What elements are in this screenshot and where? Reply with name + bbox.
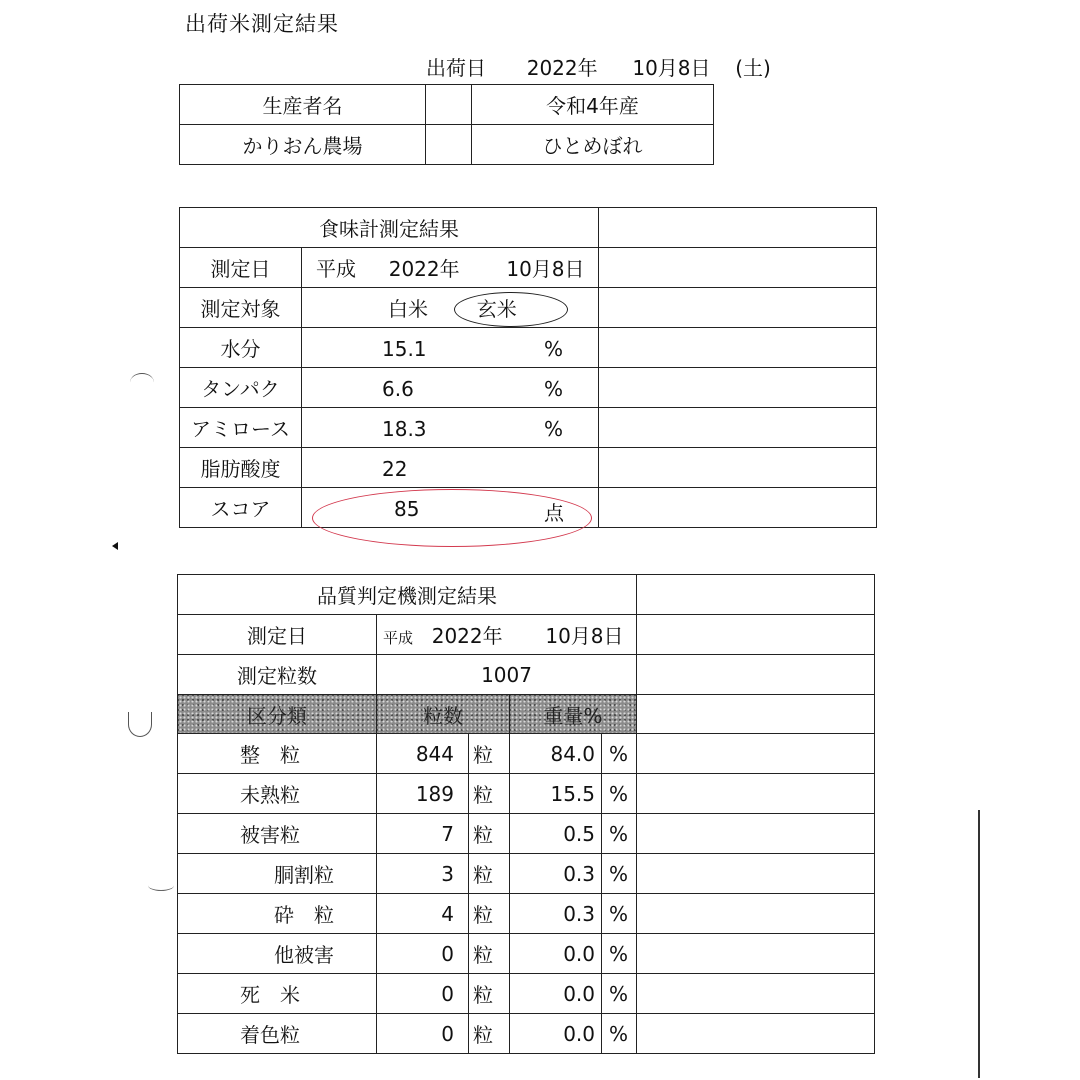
grain-unit: 粒 bbox=[469, 774, 510, 814]
taste-item-cell bbox=[302, 408, 599, 448]
quality-item-count: 7 bbox=[377, 814, 469, 854]
quality-item-weight: 0.0 bbox=[510, 934, 602, 974]
taste-item-label: スコア bbox=[180, 488, 302, 528]
grain-unit: 粒 bbox=[469, 894, 510, 934]
shipping-date-line bbox=[426, 52, 771, 81]
scan-margin-arrow bbox=[112, 542, 118, 550]
quality-item-label: 着色粒 bbox=[178, 1014, 377, 1054]
taste-item-unit: % bbox=[544, 337, 564, 361]
producer-name: かりおん農場 bbox=[180, 125, 426, 165]
quality-row bbox=[178, 934, 875, 974]
taste-date-year: 2022年 bbox=[388, 257, 460, 281]
blank-cell bbox=[599, 488, 877, 528]
taste-item-value: 15.1 bbox=[382, 337, 427, 361]
blank-cell bbox=[599, 408, 877, 448]
taste-row bbox=[180, 408, 877, 448]
taste-meter-table bbox=[179, 207, 877, 528]
document-title: 出荷米測定結果 bbox=[185, 12, 339, 36]
score-highlight-oval bbox=[312, 489, 592, 547]
quality-row bbox=[178, 894, 875, 934]
rice-variety: ひとめぼれ bbox=[472, 125, 714, 165]
quality-date-era: 平成 bbox=[383, 629, 414, 647]
scan-mark bbox=[148, 880, 174, 891]
scan-mark bbox=[128, 712, 152, 737]
taste-item-value: 22 bbox=[382, 457, 408, 481]
quality-item-count: 0 bbox=[377, 974, 469, 1014]
taste-table-title: 食味計測定結果 bbox=[180, 208, 599, 248]
quality-item-count: 189 bbox=[377, 774, 469, 814]
percent-unit: % bbox=[602, 734, 637, 774]
quality-date-md: 10月8日 bbox=[545, 624, 624, 648]
blank-cell bbox=[637, 974, 875, 1014]
blank-cell bbox=[637, 854, 875, 894]
taste-date-label: 測定日 bbox=[180, 248, 302, 288]
taste-item-cell bbox=[302, 368, 599, 408]
grain-count-value: 1007 bbox=[377, 655, 637, 695]
crop-year: 令和4年産 bbox=[472, 85, 714, 125]
blank-cell bbox=[426, 85, 472, 125]
quality-item-count: 844 bbox=[377, 734, 469, 774]
taste-item-label: 水分 bbox=[180, 328, 302, 368]
quality-item-label: 胴割粒 bbox=[178, 854, 377, 894]
taste-date-md: 10月8日 bbox=[506, 257, 585, 281]
quality-item-count: 4 bbox=[377, 894, 469, 934]
taste-row bbox=[180, 368, 877, 408]
blank-cell bbox=[637, 695, 875, 734]
taste-row bbox=[180, 448, 877, 488]
grain-count-label: 測定粒数 bbox=[178, 655, 377, 695]
grain-unit: 粒 bbox=[469, 1014, 510, 1054]
blank-cell bbox=[637, 934, 875, 974]
blank-cell bbox=[637, 734, 875, 774]
taste-item-label: タンパク bbox=[180, 368, 302, 408]
taste-item-unit: 点 bbox=[544, 501, 564, 525]
quality-item-weight: 15.5 bbox=[510, 774, 602, 814]
blank-cell bbox=[599, 208, 877, 248]
percent-unit: % bbox=[602, 934, 637, 974]
quality-date-label: 測定日 bbox=[178, 615, 377, 655]
producer-table bbox=[179, 84, 714, 165]
grain-unit: 粒 bbox=[469, 854, 510, 894]
percent-unit: % bbox=[602, 774, 637, 814]
header-category: 区分類 bbox=[178, 695, 377, 734]
blank-cell bbox=[637, 1014, 875, 1054]
taste-item-cell bbox=[302, 448, 599, 488]
blank-cell bbox=[637, 894, 875, 934]
taste-item-value: 85 bbox=[394, 497, 420, 521]
shipping-month-day: 10月8日 bbox=[632, 56, 711, 80]
shipping-date-label: 出荷日 bbox=[426, 56, 486, 80]
quality-item-weight: 0.3 bbox=[510, 854, 602, 894]
shipping-weekday: (土) bbox=[735, 56, 771, 80]
percent-unit: % bbox=[602, 854, 637, 894]
taste-item-label: アミロース bbox=[180, 408, 302, 448]
quality-row bbox=[178, 814, 875, 854]
blank-cell bbox=[599, 248, 877, 288]
quality-analyzer-table bbox=[177, 574, 875, 1054]
quality-item-count: 0 bbox=[377, 934, 469, 974]
blank-cell bbox=[599, 288, 877, 328]
scan-edge-line bbox=[978, 810, 980, 1078]
header-grain-count: 粒数 bbox=[377, 695, 510, 734]
scan-mark bbox=[130, 373, 154, 392]
quality-table-title: 品質判定機測定結果 bbox=[178, 575, 637, 615]
blank-cell bbox=[426, 125, 472, 165]
quality-row bbox=[178, 734, 875, 774]
taste-date-era: 平成 bbox=[316, 257, 356, 281]
quality-item-label: 整 粒 bbox=[178, 734, 377, 774]
percent-unit: % bbox=[602, 814, 637, 854]
quality-item-label: 死 米 bbox=[178, 974, 377, 1014]
taste-item-unit: % bbox=[544, 417, 564, 441]
taste-row bbox=[180, 328, 877, 368]
blank-cell bbox=[599, 368, 877, 408]
quality-item-label: 被害粒 bbox=[178, 814, 377, 854]
blank-cell bbox=[637, 655, 875, 695]
grain-unit: 粒 bbox=[469, 814, 510, 854]
quality-header-row bbox=[178, 695, 875, 734]
quality-item-label: 他被害 bbox=[178, 934, 377, 974]
blank-cell bbox=[599, 328, 877, 368]
producer-name-header: 生産者名 bbox=[180, 85, 426, 125]
grain-unit: 粒 bbox=[469, 974, 510, 1014]
quality-item-weight: 0.0 bbox=[510, 974, 602, 1014]
quality-row bbox=[178, 774, 875, 814]
quality-row bbox=[178, 974, 875, 1014]
quality-row bbox=[178, 1014, 875, 1054]
quality-item-count: 0 bbox=[377, 1014, 469, 1054]
quality-item-label: 砕 粒 bbox=[178, 894, 377, 934]
percent-unit: % bbox=[602, 974, 637, 1014]
blank-cell bbox=[637, 814, 875, 854]
blank-cell bbox=[637, 575, 875, 615]
quality-date-value bbox=[377, 615, 637, 655]
blank-cell bbox=[599, 448, 877, 488]
quality-item-weight: 0.0 bbox=[510, 1014, 602, 1054]
quality-item-weight: 0.5 bbox=[510, 814, 602, 854]
quality-item-weight: 0.3 bbox=[510, 894, 602, 934]
taste-item-value: 6.6 bbox=[382, 377, 414, 401]
target-brown-rice: 玄米 bbox=[476, 297, 517, 321]
target-white-rice: 白米 bbox=[388, 297, 428, 321]
taste-item-unit: % bbox=[544, 377, 564, 401]
taste-item-value: 18.3 bbox=[382, 417, 427, 441]
taste-item-cell bbox=[302, 328, 599, 368]
quality-item-count: 3 bbox=[377, 854, 469, 894]
shipping-year: 2022年 bbox=[526, 56, 598, 80]
quality-date-year: 2022年 bbox=[431, 624, 503, 648]
quality-item-label: 未熟粒 bbox=[178, 774, 377, 814]
header-weight-percent: 重量% bbox=[510, 695, 637, 734]
percent-unit: % bbox=[602, 1014, 637, 1054]
taste-item-label: 脂肪酸度 bbox=[180, 448, 302, 488]
quality-item-weight: 84.0 bbox=[510, 734, 602, 774]
quality-row bbox=[178, 854, 875, 894]
taste-target-label: 測定対象 bbox=[180, 288, 302, 328]
percent-unit: % bbox=[602, 894, 637, 934]
blank-cell bbox=[637, 615, 875, 655]
brown-rice-selection-oval bbox=[454, 292, 568, 327]
grain-unit: 粒 bbox=[469, 734, 510, 774]
taste-date-value bbox=[302, 248, 599, 288]
grain-unit: 粒 bbox=[469, 934, 510, 974]
blank-cell bbox=[637, 774, 875, 814]
